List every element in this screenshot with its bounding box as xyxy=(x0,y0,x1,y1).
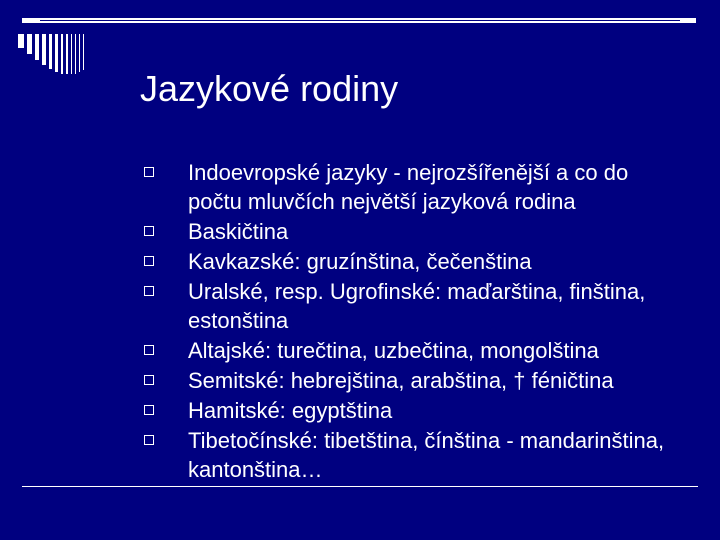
list-item-text: Baskičtina xyxy=(188,219,289,244)
list-item-text: Indoevropské jazyky - nejrozšířenější a co do počtu mluvčích největší jazyková rodina xyxy=(188,160,629,214)
list-item xyxy=(144,277,684,335)
list-item xyxy=(144,396,684,425)
top-line-notch xyxy=(40,20,680,21)
list-item xyxy=(144,366,684,395)
list-item xyxy=(144,247,684,276)
square-bullet-icon xyxy=(144,286,154,296)
list-item xyxy=(144,217,684,246)
square-bullet-icon xyxy=(144,435,154,445)
list-item-text: Kavkazské: gruzínština, čečenština xyxy=(188,249,532,274)
square-bullet-icon xyxy=(144,345,154,355)
list-item-text: Hamitské: egyptština xyxy=(188,398,393,423)
square-bullet-icon xyxy=(144,375,154,385)
square-bullet-icon xyxy=(144,405,154,415)
bullet-list xyxy=(144,158,684,485)
list-item-text: Altajské: turečtina, uzbečtina, mongolština xyxy=(188,338,599,363)
list-item xyxy=(144,336,684,365)
slide-title: Jazykové rodiny xyxy=(140,68,399,109)
bottom-decorative-line xyxy=(22,486,698,487)
list-item-text: Uralské, resp. Ugrofinské: maďarština, finština, estonština xyxy=(188,279,646,333)
list-item xyxy=(144,426,684,484)
list-item-text: Tibetočínské: tibetština, čínština - mandarinština, kantonština… xyxy=(188,428,665,482)
list-item xyxy=(144,158,684,216)
square-bullet-icon xyxy=(144,226,154,236)
square-bullet-icon xyxy=(144,167,154,177)
list-item-text: Semitské: hebrejština, arabština, † féničtina xyxy=(188,368,614,393)
square-bullet-icon xyxy=(144,256,154,266)
